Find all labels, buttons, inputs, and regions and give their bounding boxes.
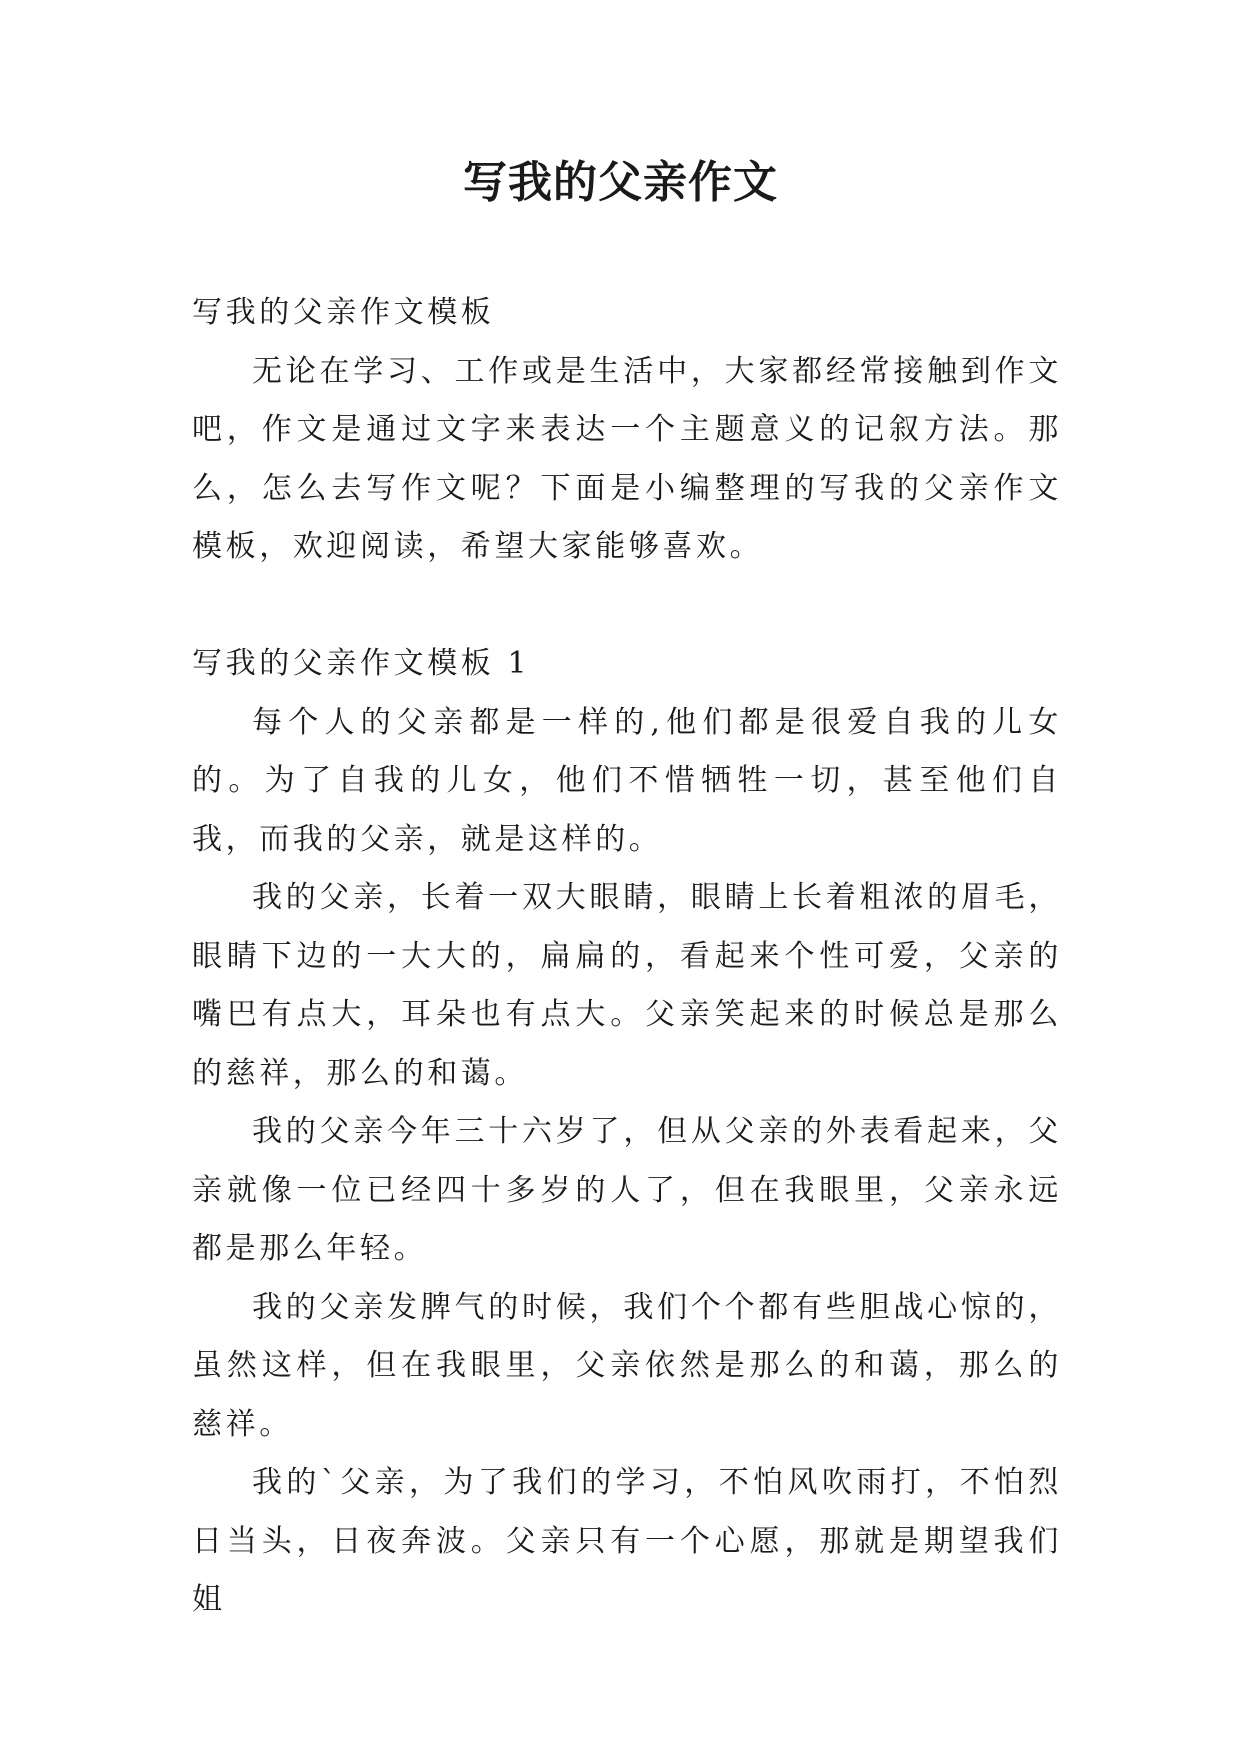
section1-paragraph-5: 我的`父亲，为了我们的学习，不怕风吹雨打，不怕烈日当头，日夜奔波。父亲只有一个心愿，那就是期望我们姐 [192, 1465, 1062, 1617]
section-spacer [192, 577, 1062, 636]
section1-paragraph-1: 每个人的父亲都是一样的,他们都是很爱自我的儿女的。为了自我的儿女，他们不惜牺牲一切，甚至他们自我，而我的父亲，就是这样的。 [192, 704, 1062, 857]
intro-paragraph: 无论在学习、工作或是生活中，大家都经常接触到作文吧，作文是通过文字来表达一个主题意义的记叙方法。那么，怎么去写作文呢？下面是小编整理的写我的父亲作文模板，欢迎阅读，希望大家能够喜欢。 [192, 353, 1062, 564]
section1-heading: 写我的父亲作文模板 1 [192, 646, 531, 681]
section1-paragraph-3: 我的父亲今年三十六岁了，但从父亲的外表看起来，父亲就像一位已经四十多岁的人了，但在我眼里，父亲永远都是那么年轻。 [192, 1114, 1062, 1266]
document-title: 写我的父亲作文 [463, 157, 778, 208]
intro-heading: 写我的父亲作文模板 [192, 295, 495, 330]
document-body [192, 284, 1062, 1630]
section1-paragraph-4: 我的父亲发脾气的时候，我们个个都有些胆战心惊的，虽然这样，但在我眼里，父亲依然是那么的和蔼，那么的慈祥。 [192, 1289, 1062, 1442]
section1-paragraph-2: 我的父亲，长着一双大眼睛，眼睛上长着粗浓的眉毛，眼睛下边的一大大的，扁扁的，看起来个性可爱，父亲的嘴巴有点大，耳朵也有点大。父亲笑起来的时候总是那么的慈祥，那么的和蔼。 [192, 880, 1062, 1091]
